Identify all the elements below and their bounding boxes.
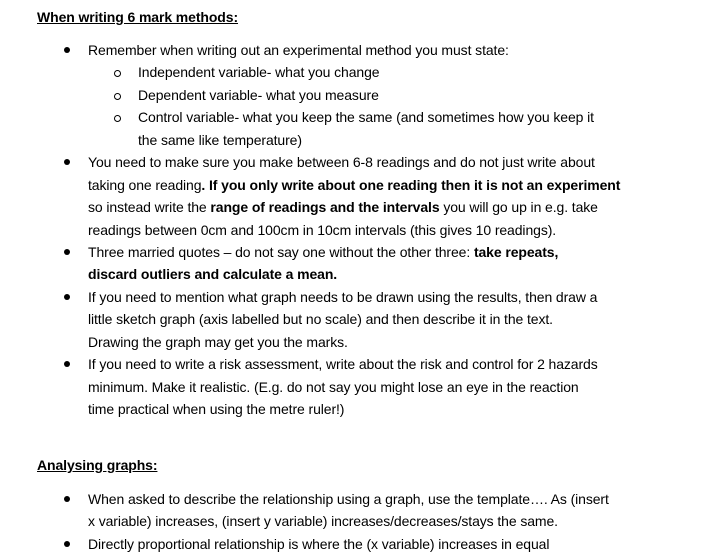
list-item-line: [88, 174, 620, 196]
list-item-line: [88, 286, 597, 308]
bullet-icon: [64, 159, 70, 165]
text: x variable) increases, (insert y variable) increases/decreases/stays the same.: [88, 513, 558, 530]
list-item-line: [88, 219, 556, 241]
list-item-line: [88, 39, 509, 61]
list-item-line: [88, 376, 579, 398]
bullet-icon: [64, 361, 70, 367]
section-heading: Analysing graphs:: [37, 457, 158, 473]
text: taking one reading: [88, 176, 202, 193]
list-item-line: [88, 331, 348, 353]
sub-bullet-icon: [114, 93, 121, 100]
text: If you need to write a risk assessment, write about the risk and control for 2 hazards: [88, 356, 598, 373]
bold-text: discard outliers and calculate a mean.: [88, 266, 338, 283]
text: the same like temperature): [138, 131, 302, 148]
bullet-icon: [64, 294, 70, 300]
text: When asked to describe the relationship using a graph, use the template…. As (insert: [88, 491, 609, 507]
text: minimum. Make it realistic. (E.g. do not say you might lose an eye in the reaction: [88, 378, 579, 395]
bold-text: range of readings and the intervals: [210, 199, 440, 216]
text: Drawing the graph may get you the marks.: [88, 333, 348, 350]
section-heading: When writing 6 mark methods:: [37, 9, 239, 25]
text: Dependent variable- what you measure: [138, 86, 379, 103]
text: little sketch graph (axis labelled but no scale) and then describe it in the text.: [88, 311, 553, 328]
list-item-line: [88, 263, 337, 285]
text: time practical when using the metre ruler!): [88, 401, 345, 418]
sub-bullet-icon: [114, 70, 121, 77]
bullet-icon: [64, 249, 70, 255]
text: Directly proportional relationship is where the (x variable) increases in equal: [88, 535, 550, 552]
list-item-line: [88, 151, 595, 173]
sub-bullet-icon: [114, 115, 121, 122]
text: Three married quotes – do not say one without the other three:: [88, 243, 474, 260]
text: readings between 0cm and 100cm in 10cm intervals (this gives 10 readings).: [88, 221, 557, 238]
bold-text: take repeats,: [473, 243, 559, 260]
list-item-line: [88, 510, 558, 532]
sub-list-item-line: [138, 106, 594, 128]
text: Independent variable- what you change: [138, 64, 380, 81]
sub-list-item-line: [138, 61, 379, 83]
bullet-icon: [64, 47, 70, 53]
sub-list-item-line: [138, 84, 379, 106]
list-item-line: [88, 308, 553, 330]
text: you will go up in e.g. take: [439, 199, 598, 216]
bold-text: . If you only write about one reading then it is not an experiment: [201, 176, 621, 193]
text: You need to make sure you make between 6-8 readings and do not just write about: [88, 154, 595, 171]
bullet-icon: [64, 496, 70, 502]
list-item-line: [88, 196, 598, 218]
list-item-line: [88, 398, 344, 420]
text: If you need to mention what graph needs to be drawn using the results, then draw a: [88, 288, 598, 305]
list-item-line: [88, 353, 598, 375]
text: Control variable- what you keep the same (and sometimes how you keep it: [138, 109, 594, 126]
list-item-line: [88, 241, 558, 263]
text: so instead write the: [88, 199, 211, 216]
list-item-line: [88, 488, 609, 510]
sub-list-item-line: [138, 129, 302, 151]
text: Remember when writing out an experimental method you must state:: [88, 42, 509, 58]
